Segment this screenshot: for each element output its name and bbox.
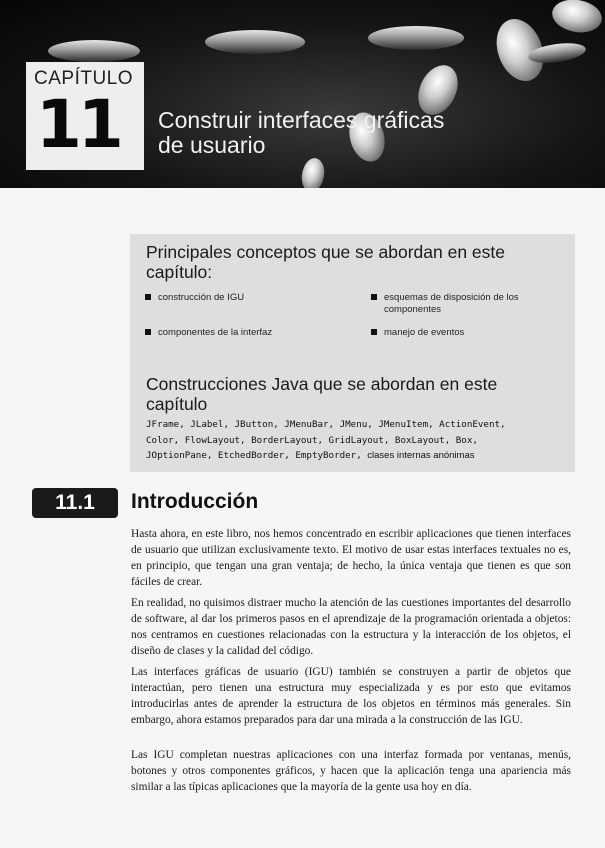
java-constructs-line <box>146 448 566 464</box>
concepts-heading-line: capítulo: <box>146 262 213 282</box>
java-heading-line: capítulo <box>146 394 208 414</box>
chapter-number: 11 <box>36 86 120 163</box>
decorative-bean-image <box>550 0 605 36</box>
java-constructs-text: JOptionPane, EtchedBorder, EmptyBorder, <box>146 450 362 461</box>
java-constructs-list <box>146 417 566 464</box>
java-constructs-line: Color, FlowLayout, BorderLayout, GridLayout, BoxLayout, Box, <box>146 434 478 446</box>
section-number-badge: 11.1 <box>32 488 118 518</box>
decorative-bean-image <box>368 26 464 50</box>
concepts-heading <box>146 242 505 282</box>
chapter-label-box <box>26 62 144 170</box>
chapter-title-line: Construir interfaces gráficas <box>158 107 445 133</box>
chapter-word: CAPÍTULO <box>34 68 134 89</box>
concept-bullet-text: componentes <box>384 304 442 315</box>
concept-bullet-text: esquemas de disposición de los <box>384 292 519 303</box>
java-constructs-line: JFrame, JLabel, JButton, JMenuBar, JMenu, JMenuItem, ActionEvent, <box>146 419 506 430</box>
body-paragraph: En realidad, no quisimos distraer mucho la atención de las cuestiones importantes del desarrollo de software, al dar los primeros pasos en el aprendizaje de la programación orientada a objetos: nos centramos en cuestiones relacionadas con la estructura y la interacción de los objetos, el diseño de clases y la calidad del código. <box>131 597 571 657</box>
chapter-title <box>158 108 518 158</box>
decorative-bean-image <box>205 30 305 54</box>
body-paragraph: Hasta ahora, en este libro, nos hemos concentrado en escribir aplicaciones que tienen interfaces de usuario que utilizan exclusivamente texto. El motivo de usar estas interfaces textuales no es, en principio, que tengan una gran ventaja; de hecho, la única ventaja que tienen es que son fáciles de crear. <box>131 528 571 588</box>
decorative-bean-image <box>48 40 140 62</box>
java-constructs-tail: clases internas anónimas <box>367 450 475 461</box>
chapter-concepts-box <box>130 234 575 472</box>
decorative-bean-image <box>299 156 327 188</box>
concept-bullet <box>384 292 569 316</box>
java-constructs-heading <box>146 374 497 414</box>
chapter-title-line: de usuario <box>158 132 266 158</box>
concepts-heading-line: Principales conceptos que se abordan en este <box>146 242 505 262</box>
body-paragraph: Las interfaces gráficas de usuario (IGU) también se construyen a partir de objetos que interactúan, pero tienen una estructura muy especializada y es por esto que evitamos introducirlas antes de aprender la estructura de los objetos en términos más generales. Sin embargo, ahora estamos preparados para dar una mirada a la construcción de las IGU. <box>131 666 571 726</box>
concept-bullet: manejo de eventos <box>384 327 465 338</box>
chapter-banner <box>0 0 605 188</box>
body-paragraph: Las IGU completan nuestras aplicaciones con una interfaz formada por ventanas, menús, botones y otros componentes gráficos, y hacen que la aplicación tenga una apariencia más similar a las típicas aplicaciones que la mayoría de la gente usa hoy en día. <box>131 749 571 793</box>
java-heading-line: Construcciones Java que se abordan en este <box>146 374 498 394</box>
section-title: Introducción <box>131 490 259 513</box>
concept-bullet: construcción de IGU <box>158 292 245 303</box>
concept-bullet: componentes de la interfaz <box>158 327 273 338</box>
